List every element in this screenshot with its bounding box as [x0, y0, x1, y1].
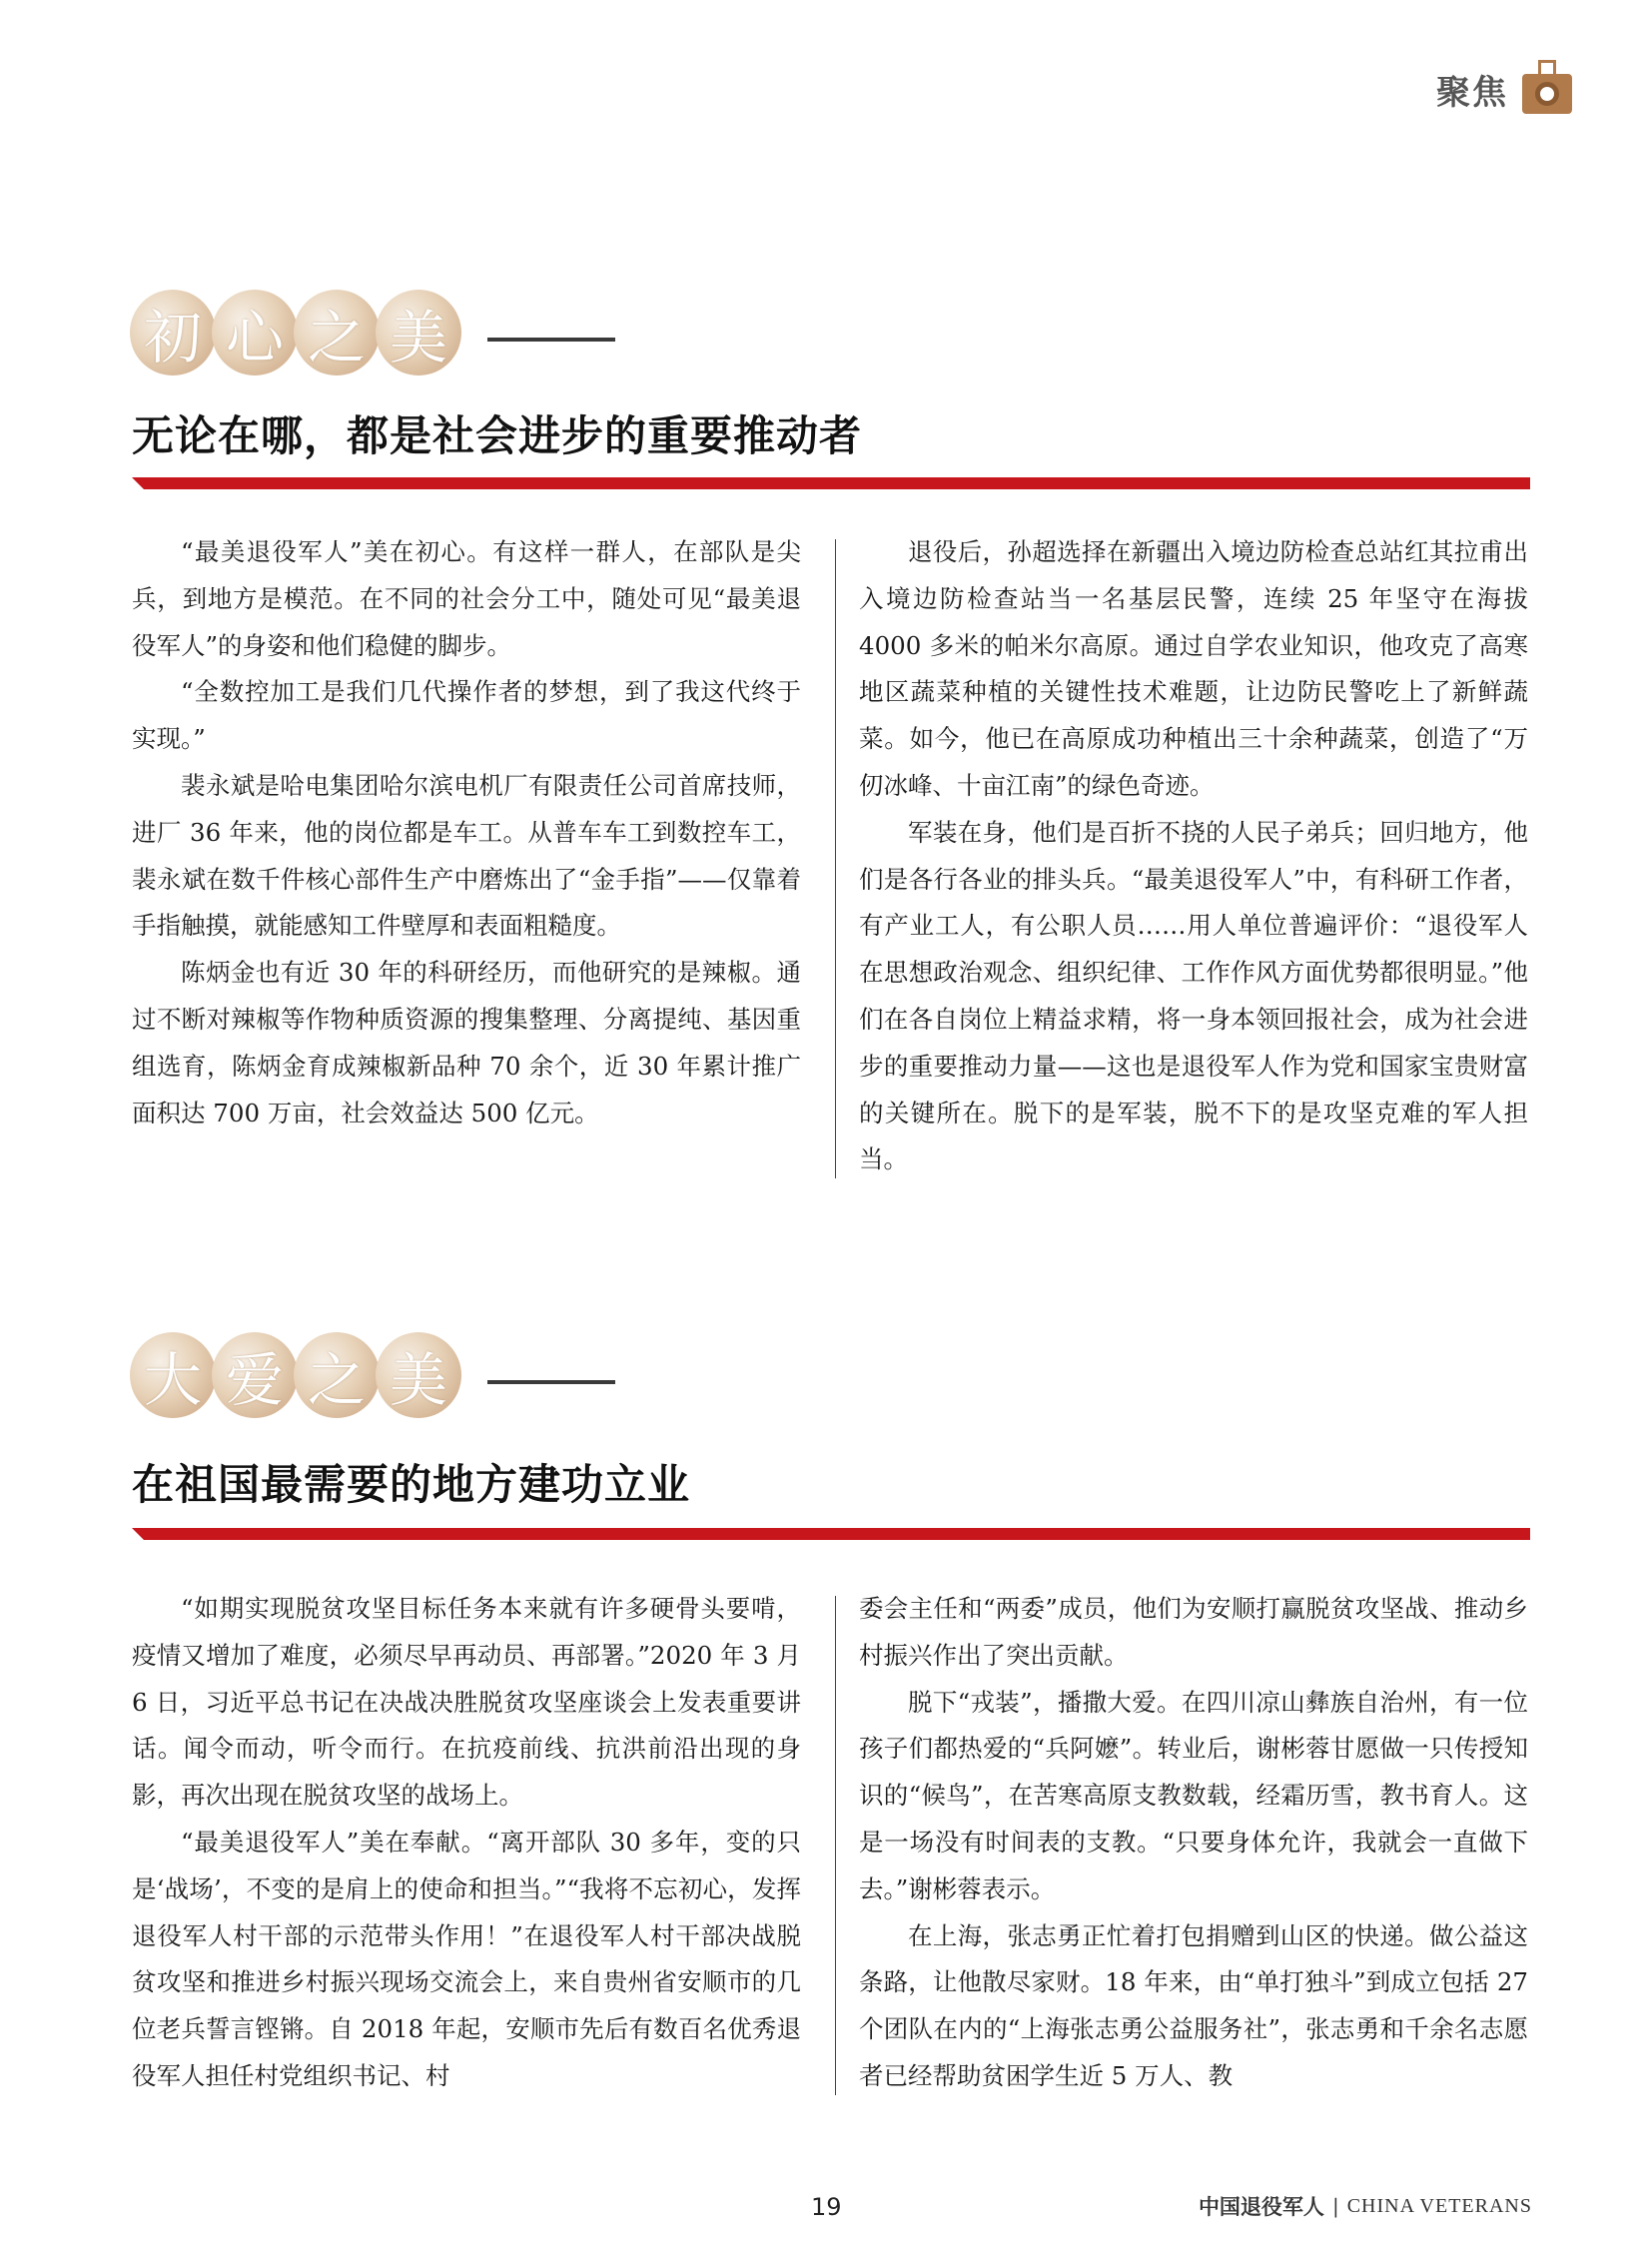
page-header [1436, 60, 1572, 118]
section-2-heading [130, 1332, 457, 1418]
heading-dash [487, 338, 615, 342]
heading-char: 初 [130, 290, 216, 375]
heading-char: 大 [130, 1332, 216, 1418]
paragraph: “最美退役军人”美在初心。有这样一群人，在部队是尖兵，到地方是模范。在不同的社会分工中，随处可见“最美退役军人”的身姿和他们稳健的脚步。 [132, 537, 801, 660]
paragraph: “全数控加工是我们几代操作者的梦想，到了我这代终于实现。” [132, 677, 801, 754]
section-1-subtitle: 无论在哪，都是社会进步的重要推动者 [132, 411, 863, 460]
page-number: 19 [811, 2193, 842, 2221]
section-1-right-column [859, 529, 1528, 1183]
paragraph: 在上海，张志勇正忙着打包捐赠到山区的快递。做公益这条路，让他散尽家财。18 年来，由“单打独斗”到成立包括 27 个团队在内的“上海张志勇公益服务社”，张志勇和千余名志愿者已经帮助贫困学生近 5 万人、教 [859, 1920, 1528, 2090]
heading-dash [487, 1380, 615, 1384]
section-2-right-column [859, 1586, 1528, 2100]
section-1-heading [130, 290, 457, 375]
paragraph: 陈炳金也有近 30 年的科研经历，而他研究的是辣椒。通过不断对辣椒等作物种质资源的搜集整理、分离提纯、基因重组选育，陈炳金育成辣椒新品种 70 余个，近 30 年累计推广面积达 700 万亩，社会效益达 500 亿元。 [132, 958, 801, 1127]
footer-separator: | [1331, 2194, 1339, 2218]
section-1-left-column [132, 529, 801, 1136]
paragraph: 退役后，孙超选择在新疆出入境边防检查总站红其拉甫出入境边防检查站当一名基层民警，连续 25 年坚守在海拔 4000 多米的帕米尔高原。通过自学农业知识，他攻克了高寒地区蔬菜种植的关键性技术难题，让边防民警吃上了新鲜蔬菜。如今，他已在高原成功种植出三十余种蔬菜，创造了“万仞冰峰、十亩江南”的绿色奇迹。 [859, 537, 1528, 800]
magazine-footer [1199, 2191, 1532, 2221]
section-2-left-column [132, 1586, 801, 2100]
column-divider [835, 1596, 836, 2095]
heading-char: 之 [294, 290, 380, 375]
magazine-name-cn: 中国退役军人 [1198, 2195, 1324, 2219]
paragraph: 军装在身，他们是百折不挠的人民子弟兵；回归地方，他们是各行各业的排头兵。“最美退役军人”中，有科研工作者，有产业工人，有公职人员……用人单位普遍评价：“退役军人在思想政治观念、组织纪律、工作作风方面优势都很明显。”他们在各自岗位上精益求精，将一身本领回报社会，成为社会进步的重要推动力量——这也是退役军人作为党和国家宝贵财富的关键所在。脱下的是军装，脱不下的是攻坚克难的军人担当。 [859, 817, 1528, 1174]
section-1-red-bar [132, 477, 1530, 489]
column-divider [835, 539, 836, 1178]
magazine-name-en: CHINA VETERANS [1346, 2194, 1532, 2217]
paragraph-continued: 委会主任和“两委”成员，他们为安顺打赢脱贫攻坚战、推动乡村振兴作出了突出贡献。 [859, 1594, 1528, 1670]
section-2-red-bar [132, 1528, 1530, 1540]
paragraph: “最美退役军人”美在奉献。“离开部队 30 多年，变的只是‘战场’，不变的是肩上的使命和担当。”“我将不忘初心，发挥退役军人村干部的示范带头作用！”在退役军人村干部决战脱贫攻坚和推进乡村振兴现场交流会上，来自贵州省安顺市的几位老兵誓言铿锵。自 2018 年起，安顺市先后有数百名优秀退役军人担任村党组织书记、村 [132, 1827, 801, 2090]
paragraph: 脱下“戎装”，播撒大爱。在四川凉山彝族自治州，有一位孩子们都热爱的“兵阿嬷”。转业后，谢彬蓉甘愿做一只传授知识的“候鸟”，在苦寒高原支教数载，经霜历雪，教书育人。这是一场没有时间表的支教。“只要身体允许，我就会一直做下去。”谢彬蓉表示。 [859, 1687, 1528, 1903]
heading-char: 爱 [212, 1332, 298, 1418]
heading-char: 心 [212, 290, 298, 375]
section-2-subtitle: 在祖国最需要的地方建功立业 [132, 1460, 691, 1509]
heading-char: 之 [294, 1332, 380, 1418]
paragraph: “如期实现脱贫攻坚目标任务本来就有许多硬骨头要啃，疫情又增加了难度，必须尽早再动员、再部署。”2020 年 3 月 6 日，习近平总书记在决战决胜脱贫攻坚座谈会上发表重要讲话。闻令而动，听令而行。在抗疫前线、抗洪前沿出现的身影，再次出现在脱贫攻坚的战场上。 [132, 1594, 801, 1811]
heading-char: 美 [376, 290, 461, 375]
camera-icon [1522, 60, 1572, 118]
column-label: 聚焦 [1436, 72, 1508, 113]
heading-char: 美 [376, 1332, 461, 1418]
paragraph: 裴永斌是哈电集团哈尔滨电机厂有限责任公司首席技师，进厂 36 年来，他的岗位都是车工。从普车车工到数控车工，裴永斌在数千件核心部件生产中磨炼出了“金手指”——仅靠着手指触摸，就能感知工件壁厚和表面粗糙度。 [132, 770, 801, 941]
